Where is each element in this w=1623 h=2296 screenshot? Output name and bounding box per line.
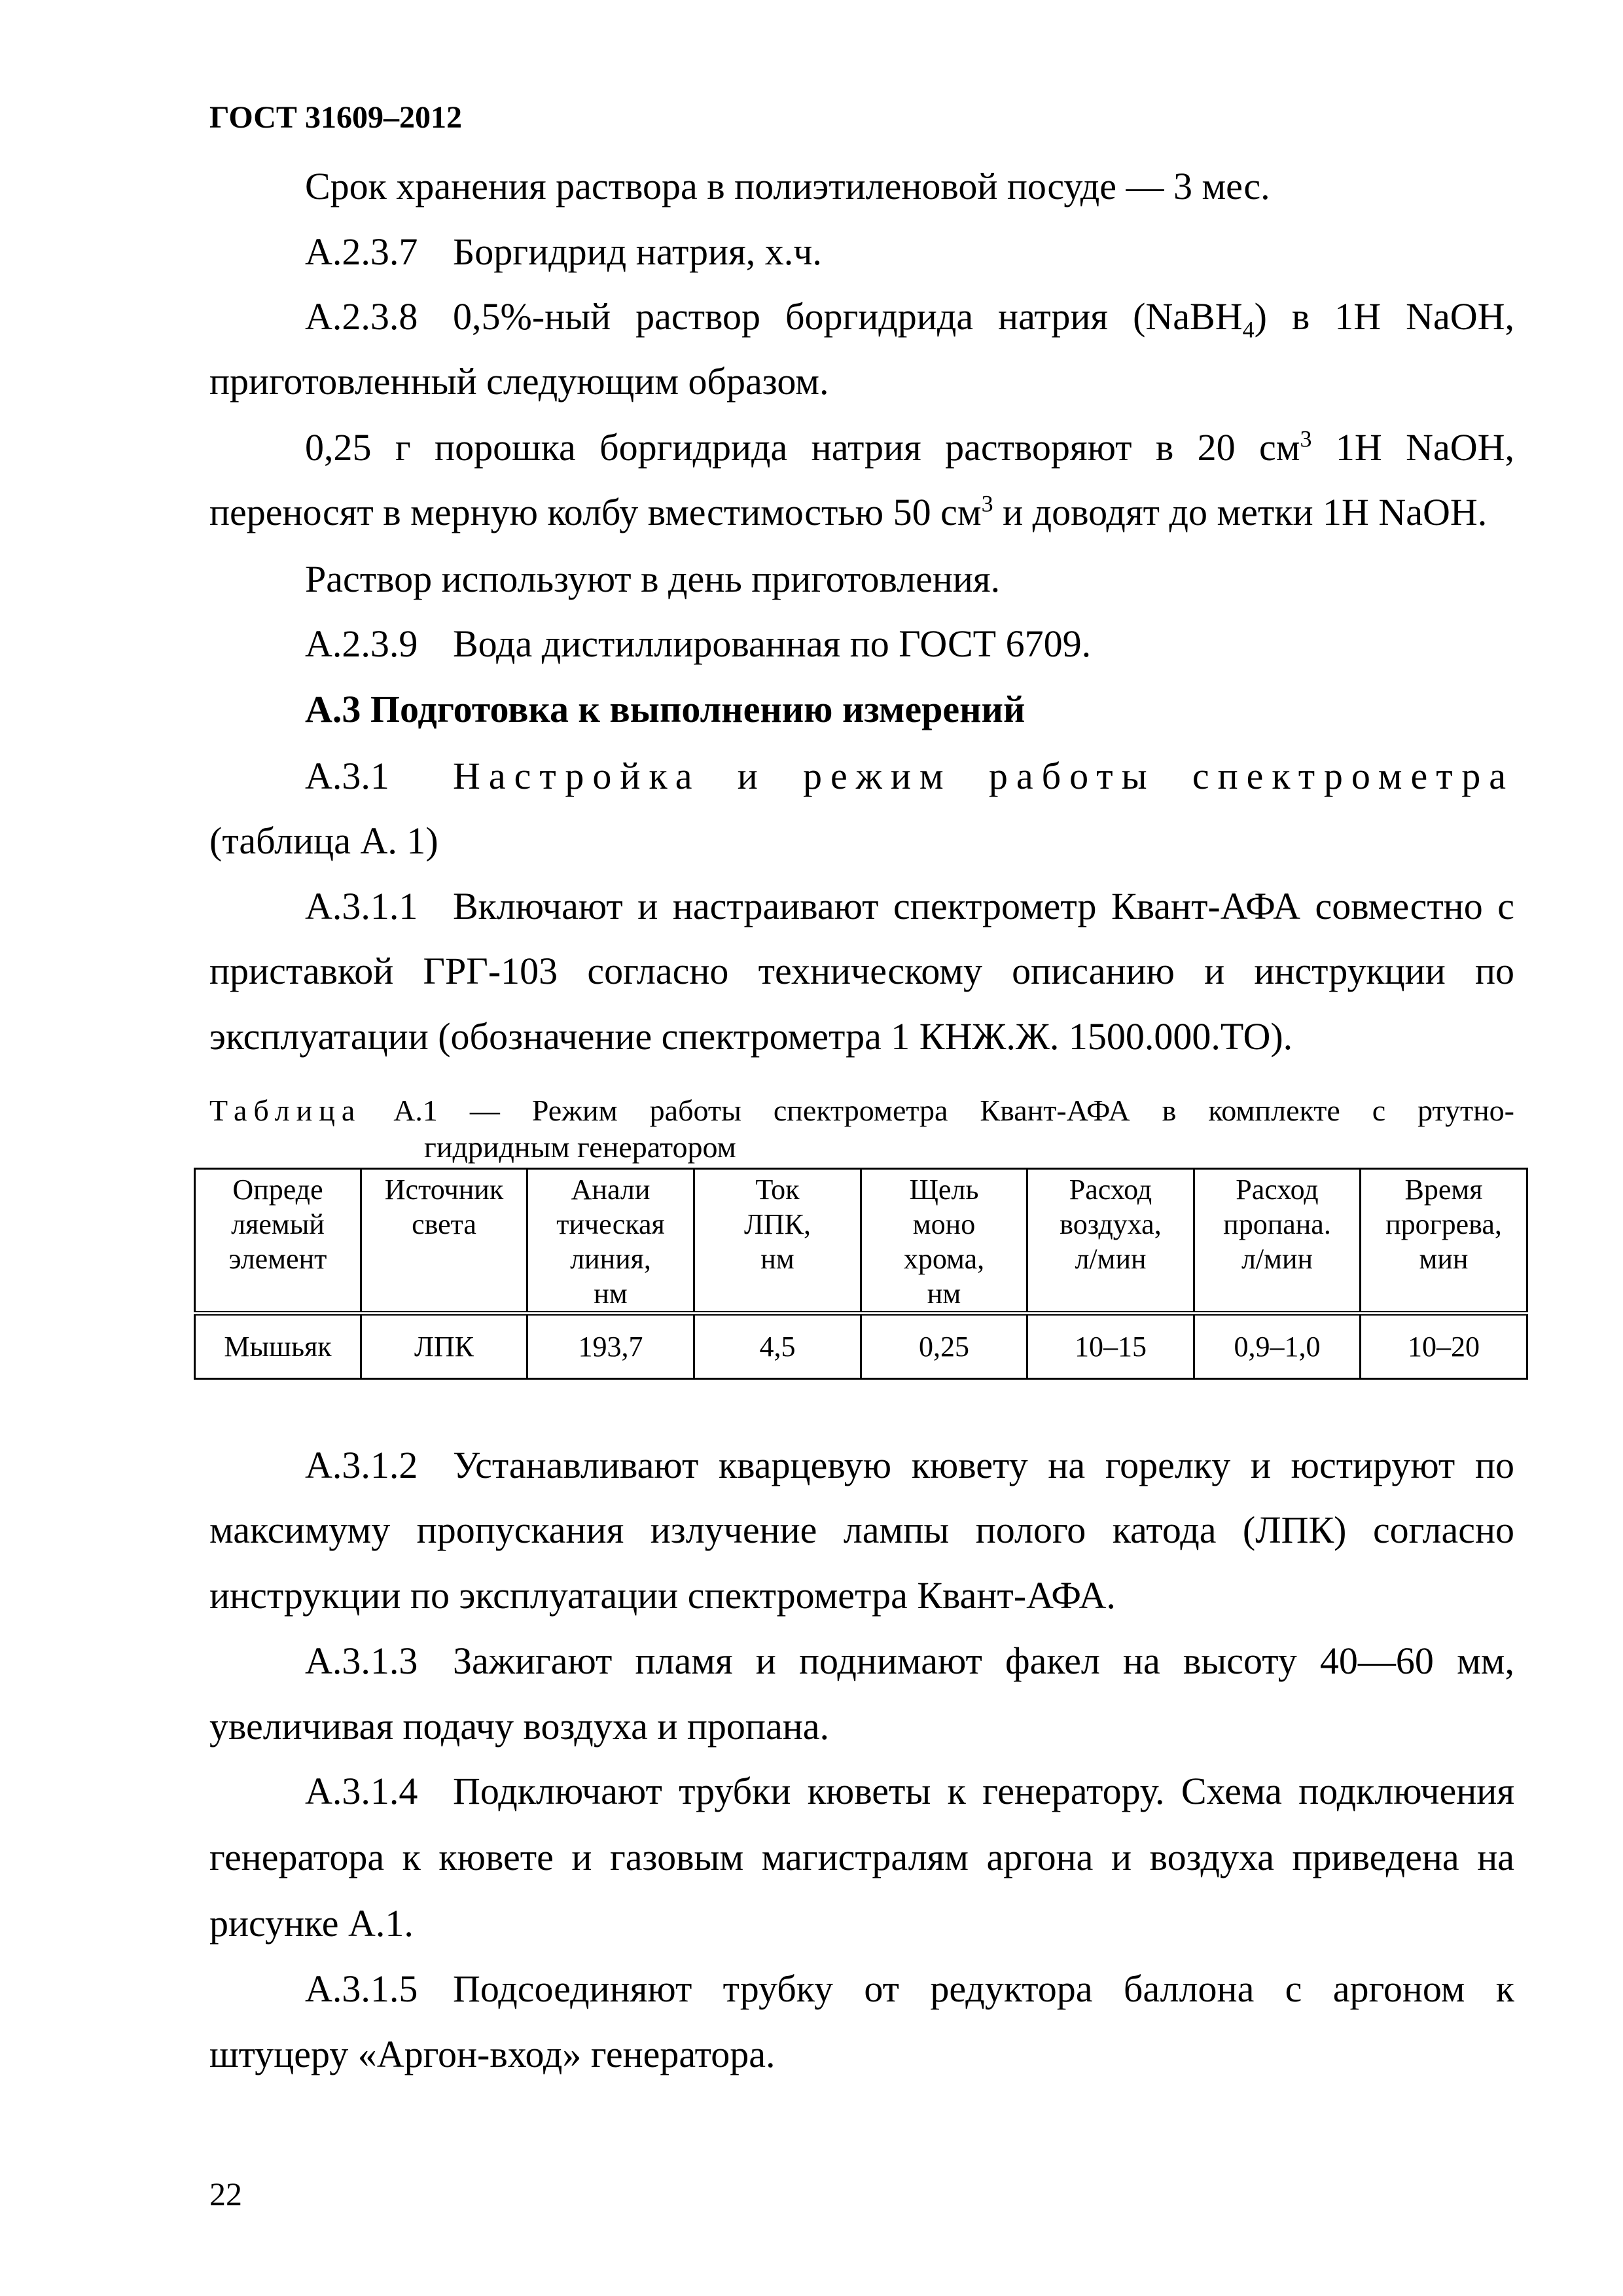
page-number: 22 xyxy=(209,2176,242,2212)
column-header-analytical-line: Анали тическая линия, нм xyxy=(527,1169,694,1314)
table-caption-continued: гидридным генератором xyxy=(424,1130,736,1164)
table-cell-lamp-current: 4,5 xyxy=(694,1314,861,1379)
table-cell-warmup-time: 10–20 xyxy=(1361,1314,1527,1379)
column-header-light-source: Источник света xyxy=(361,1169,527,1314)
clause-a-3-1-5: А.3.1.5 Подсоединяют трубку от редуктора баллона с аргоном к xyxy=(305,1967,1514,2010)
table-header-row xyxy=(195,1169,1527,1314)
clause-a-3-1-1-line-3: эксплуатации (обозначение спектрометра 1 КНЖ.Ж. 1500.000.ТО). xyxy=(209,1015,1293,1058)
table-cell-element: Мышьяк xyxy=(195,1314,361,1379)
clause-a-3-1-5-line-2: штуцеру «Аргон-вход» генератора. xyxy=(209,2033,776,2075)
clause-a-2-3-7: А.2.3.7 Боргидрид натрия, х.ч. xyxy=(305,230,822,273)
table-cell-analytical-line: 193,7 xyxy=(527,1314,694,1379)
column-header-lamp-current: Ток ЛПК, нм xyxy=(694,1169,861,1314)
column-header-element: Опреде ляемый элемент xyxy=(195,1169,361,1314)
clause-a-3-1: А.3.1 Настройка и режим работы спектрометра xyxy=(305,755,1514,797)
table-cell-slit: 0,25 xyxy=(861,1314,1027,1379)
clause-a-3-1-4-line-3: рисунке А.1. xyxy=(209,1902,414,1945)
section-heading-a-3: А.3 Подготовка к выполнению измерений xyxy=(305,688,1026,730)
clause-a-3-1-2-line-3: инструкции по эксплуатации спектрометра Квант-АФА. xyxy=(209,1574,1116,1617)
clause-a-2-3-8: А.2.3.8 0,5%-ный раствор боргидрида натрия (NaBH$_4$) в 1Н NaOH, xyxy=(305,295,1514,343)
table-row xyxy=(195,1314,1527,1379)
clause-a-3-1-4: А.3.1.4 Подключают трубки кюветы к генератору. Схема подключения xyxy=(305,1770,1514,1812)
paragraph-preparation: 0,25 г порошка боргидрида натрия растворяют в 20 $см^3$ 1Н NaOH, xyxy=(305,425,1514,469)
clause-a-3-1-4-line-2: генератора к кювете и газовым магистралям аргона и воздуха приведена на xyxy=(209,1836,1514,1878)
clause-a-3-1-1-line-2: приставкой ГРГ-103 согласно техническому описанию и инструкции по xyxy=(209,950,1514,992)
clause-a-2-3-9: А.2.3.9 Вода дистиллированная по ГОСТ 6709. xyxy=(305,622,1092,665)
column-header-propane-flow: Расход пропана. л/мин xyxy=(1194,1169,1361,1314)
clause-a-3-1-1: А.3.1.1 Включают и настраивают спектрометр Квант-АФА совместно с xyxy=(305,885,1514,927)
document-code-header: ГОСТ 31609–2012 xyxy=(209,100,462,135)
paragraph-preparation-continued: переносят в мерную колбу вместимостью 50 $см^3$ и доводят до метки 1Н NaOH. xyxy=(209,490,1488,533)
clause-a-3-1-continued: (таблица А. 1) xyxy=(209,819,438,862)
column-header-warmup-time: Время прогрева, мин xyxy=(1361,1169,1527,1314)
table-cell-light-source: ЛПК xyxy=(361,1314,527,1379)
clause-a-3-1-2: А.3.1.2 Устанавливают кварцевую кювету на горелку и юстируют по xyxy=(305,1444,1514,1486)
clause-a-2-3-8-continued: приготовленный следующим образом. xyxy=(209,360,829,403)
paragraph-usage: Раствор используют в день приготовления. xyxy=(305,558,1001,600)
column-header-monochromator-slit: Щель моно хрома, нм xyxy=(861,1169,1027,1314)
table-caption: Таблица А.1 — Режим работы спектрометра Квант-АФА в комплекте с ртутно- xyxy=(209,1094,1514,1127)
table-cell-air-flow: 10–15 xyxy=(1027,1314,1194,1379)
spectrometer-mode-table xyxy=(194,1168,1528,1380)
paragraph-storage-term: Срок хранения раствора в полиэтиленовой посуде — 3 мес. xyxy=(305,165,1270,207)
table-cell-propane-flow: 0,9–1,0 xyxy=(1194,1314,1361,1379)
clause-a-3-1-3-line-2: увеличивая подачу воздуха и пропана. xyxy=(209,1705,829,1748)
clause-a-3-1-2-line-2: максимуму пропускания излучение лампы полого катода (ЛПК) согласно xyxy=(209,1509,1514,1551)
column-header-air-flow: Расход воздуха, л/мин xyxy=(1027,1169,1194,1314)
clause-a-3-1-3: А.3.1.3 Зажигают пламя и поднимают факел на высоту 40—60 мм, xyxy=(305,1640,1514,1682)
